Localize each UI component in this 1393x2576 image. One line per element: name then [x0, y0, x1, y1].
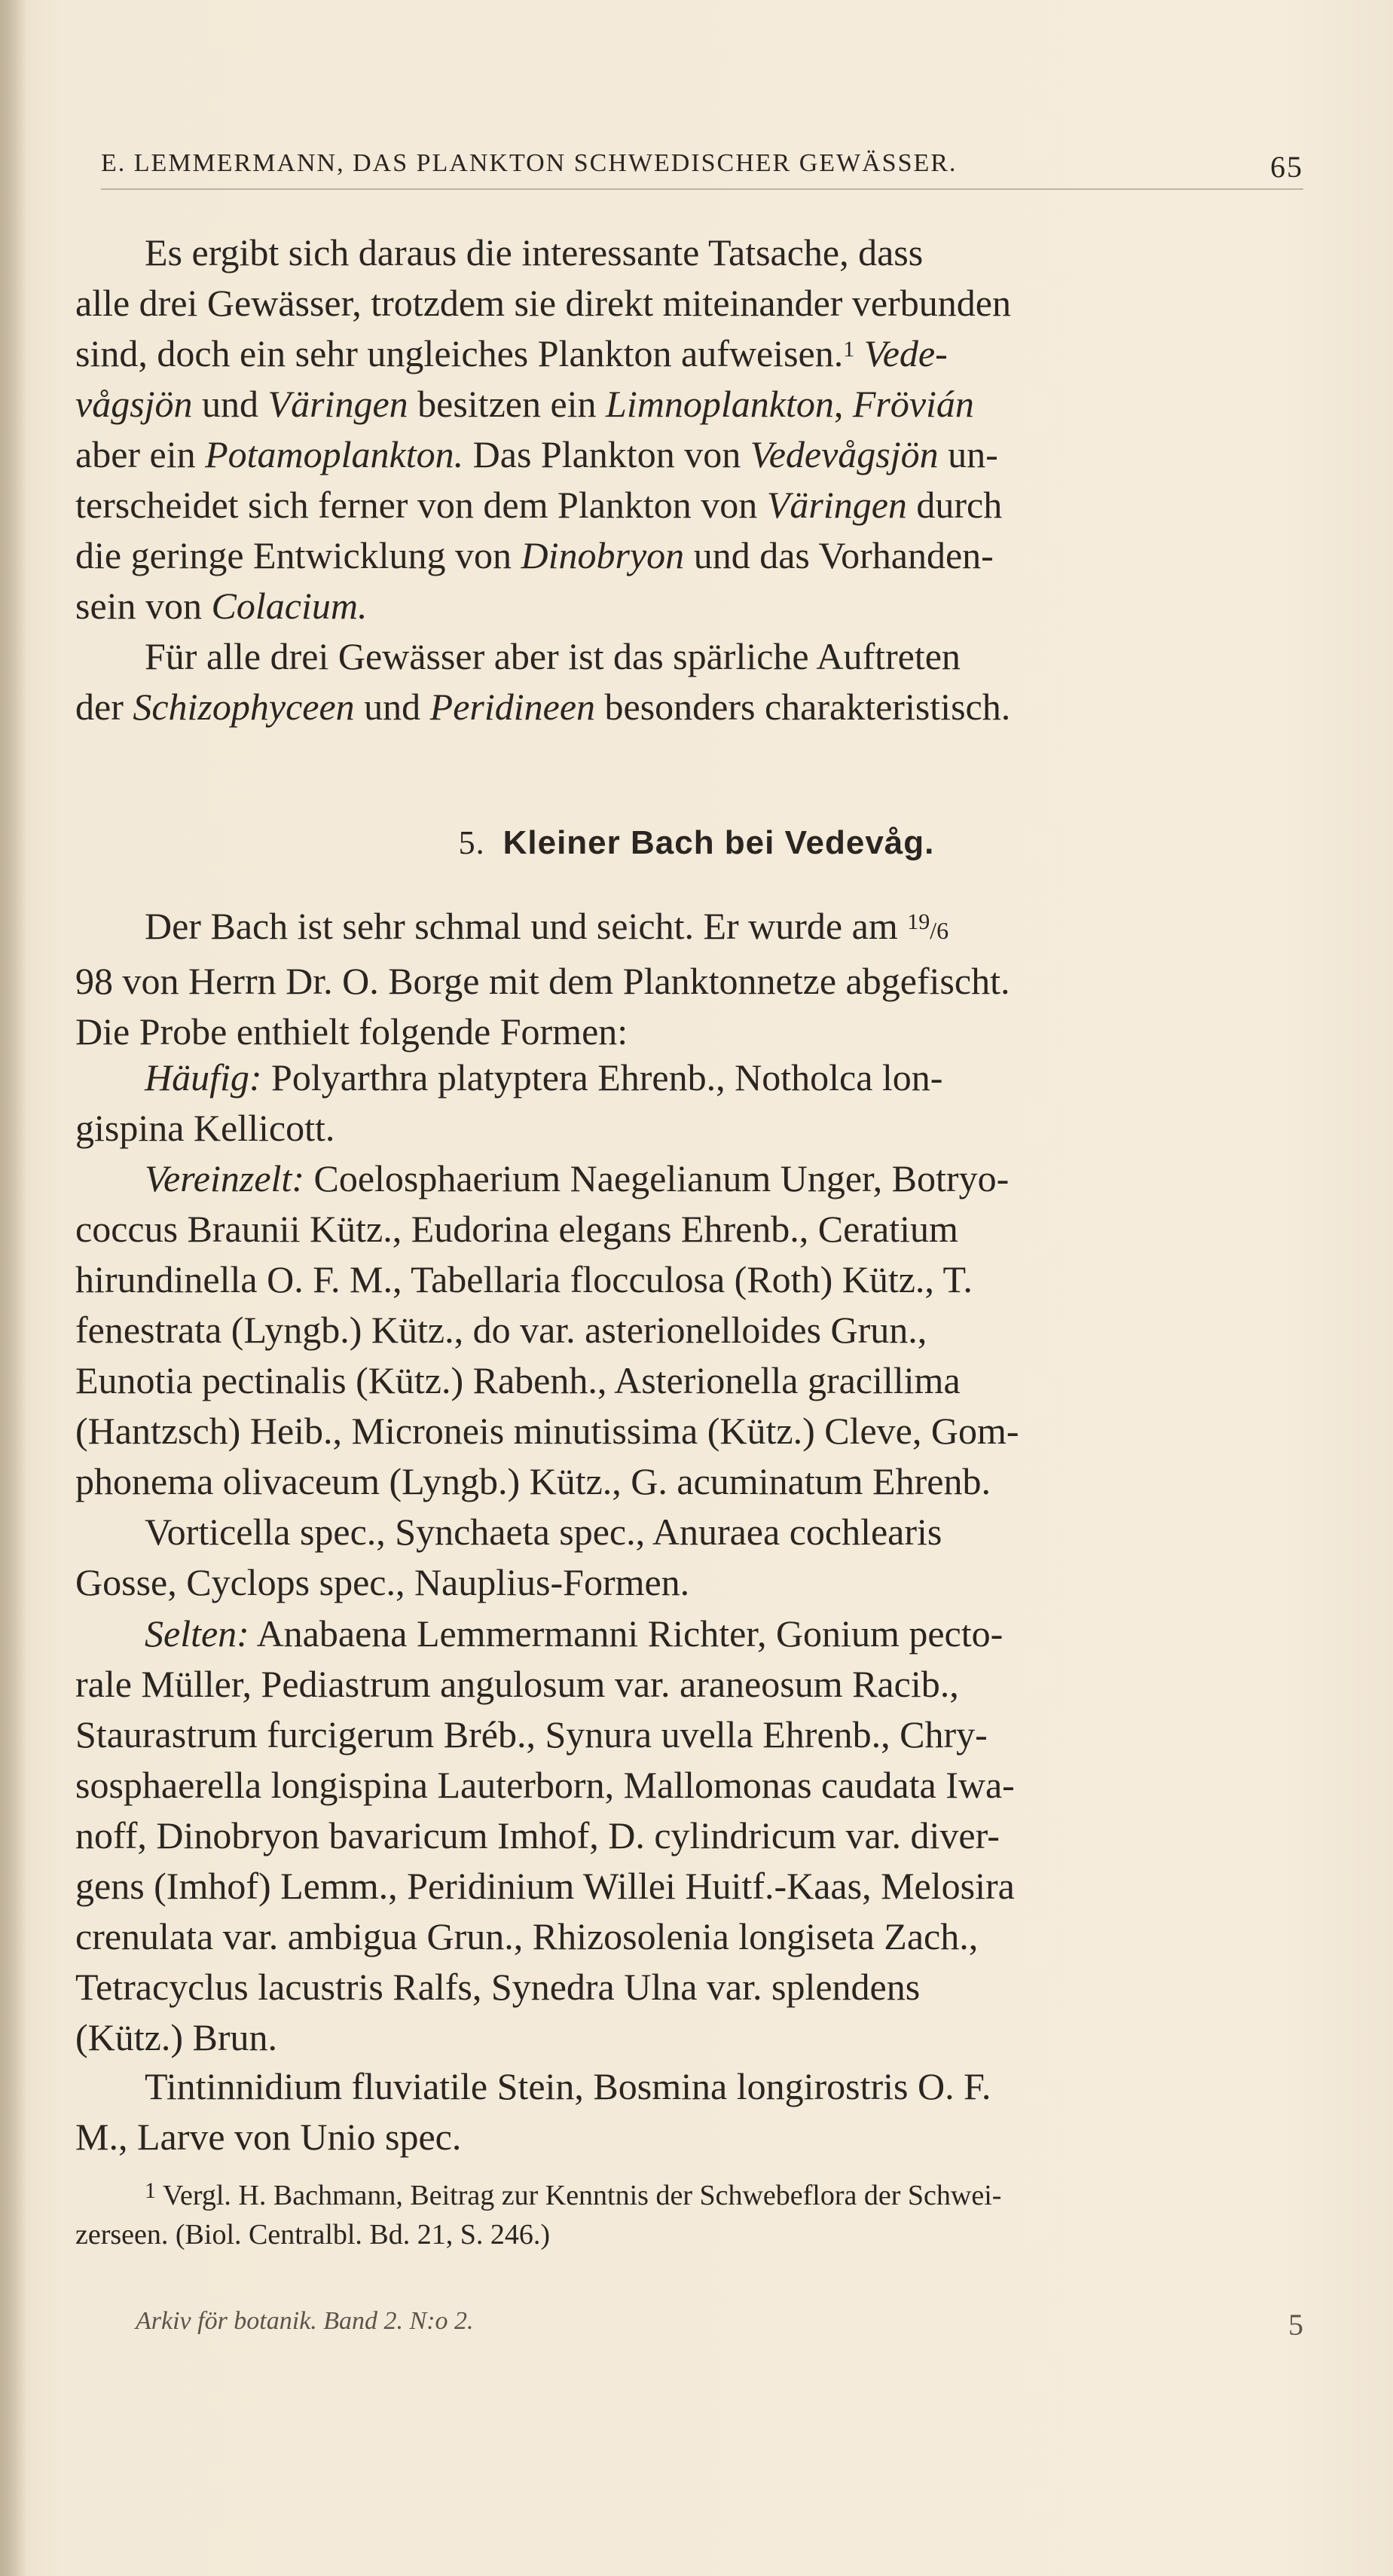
text-line	[75, 2012, 1292, 2063]
text-run: zerseen. (Biol. Centralbl. Bd. 21, S. 246.)	[75, 2219, 551, 2251]
footnote	[75, 2176, 1292, 2254]
section-heading	[0, 824, 1393, 862]
text-line	[75, 631, 1292, 682]
text-line	[75, 1007, 1292, 1057]
italic-name: Väringen	[766, 484, 907, 526]
text-run: 98 von Herrn Dr. O. Borge mit dem Planktonnetze abgefischt.	[75, 960, 1010, 1002]
text-run: (Hantzsch) Heib., Microneis minutissima (Kütz.) Cleve, Gom-	[75, 1410, 1019, 1452]
running-header	[101, 149, 1303, 194]
paragraph-2	[75, 631, 1292, 732]
text-run: alle drei Gewässer, trotzdem sie direkt miteinander verbunden	[75, 282, 1011, 324]
text-run: ,	[833, 383, 853, 425]
text-run: rale Müller, Pediastrum angulosum var. araneosum Racib.,	[75, 1663, 959, 1705]
text-run: besitzen ein	[408, 383, 606, 425]
text-run: sind, doch ein sehr ungleiches Plankton aufweisen.	[75, 332, 844, 374]
text-line	[75, 1406, 1292, 1456]
text-line	[75, 1710, 1292, 1760]
italic-name: Vede-	[863, 332, 948, 374]
text-line	[75, 480, 1292, 530]
text-line	[75, 1911, 1292, 1962]
text-line	[75, 1254, 1292, 1305]
text-run: (Kütz.) Brun.	[75, 2016, 277, 2058]
italic-name: Väringen	[267, 383, 408, 425]
text-run: gens (Imhof) Lemm., Peridinium Willei Huitf.-Kaas, Melosira	[75, 1865, 1015, 1907]
text-run: noff, Dinobryon bavaricum Imhof, D. cylindricum var. diver-	[75, 1814, 1000, 1856]
text-line	[75, 1557, 1292, 1608]
italic-name: Frövián	[852, 383, 974, 425]
list-selten	[75, 1609, 1292, 2063]
text-run: die geringe Entwicklung von	[75, 534, 521, 576]
text-line	[75, 1760, 1292, 1811]
header-rule	[101, 188, 1303, 190]
text-run: Gosse, Cyclops spec., Nauplius-Formen.	[75, 1561, 690, 1603]
text-run: besonders charakteristisch.	[595, 686, 1011, 728]
text-line	[75, 2112, 1292, 2162]
text-run: Polyarthra platyptera Ehrenb., Notholca lon-	[261, 1056, 943, 1099]
text-line	[75, 1456, 1292, 1507]
text-line	[75, 328, 1292, 379]
italic-name: Schizophyceen	[133, 686, 355, 728]
list-haeufig	[75, 1053, 1292, 1154]
category-label: Selten:	[145, 1612, 249, 1655]
text-run: coccus Braunii Kütz., Eudorina elegans Ehrenb., Ceratium	[75, 1208, 958, 1250]
text-run: terscheidet sich ferner von dem Plankton von	[75, 484, 767, 526]
text-line	[75, 1507, 1292, 1557]
text-run: der	[75, 686, 133, 728]
text-line	[75, 1305, 1292, 1355]
category-label: Vereinzelt:	[145, 1157, 304, 1199]
text-run: Der Bach ist sehr schmal und seicht. Er wurde am	[145, 905, 908, 947]
text-run: Vergl. H. Bachmann, Beitrag zur Kenntnis der Schwebeflora der Schwei-	[156, 2180, 1002, 2211]
text-run: Tetracyclus lacustris Ralfs, Synedra Ulna var. splendens	[75, 1966, 921, 2008]
text-run: und das Vorhanden-	[684, 534, 994, 576]
text-line	[75, 1103, 1292, 1154]
text-line	[75, 2061, 1292, 2112]
date-day: 19	[907, 909, 930, 934]
text-line	[75, 1811, 1292, 1861]
text-run: aber ein	[75, 433, 206, 475]
text-line	[75, 2176, 1292, 2215]
text-run: crenulata var. ambigua Grun., Rhizosolenia longiseta Zach.,	[75, 1915, 979, 1957]
text-line	[75, 1154, 1292, 1204]
text-line	[75, 581, 1292, 631]
text-run: M., Larve von Unio spec.	[75, 2116, 462, 2158]
text-line	[75, 278, 1292, 328]
text-run: durch	[906, 484, 1003, 526]
text-run: Vorticella spec., Synchaeta spec., Anuraea cochlearis	[145, 1511, 942, 1553]
text-run: Coelosphaerium Naegelianum Unger, Botryo-	[304, 1157, 1010, 1199]
text-line	[75, 1609, 1292, 1659]
printer-signature: Arkiv för botanik. Band 2. N:o 2.	[136, 2307, 474, 2335]
footnote-marker: 1	[145, 2178, 156, 2203]
text-line	[75, 1053, 1292, 1103]
text-line	[75, 1861, 1292, 1911]
list-vereinzelt	[75, 1154, 1292, 1608]
text-line	[75, 228, 1292, 278]
footer	[136, 2307, 1303, 2352]
paragraph-4	[75, 2061, 1292, 2162]
text-run: Anabaena Lemmermanni Richter, Gonium pecto-	[249, 1612, 1004, 1655]
text-line	[75, 1355, 1292, 1406]
paragraph-3	[75, 901, 1292, 1057]
text-run: Tintinnidium fluviatile Stein, Bosmina longirostris O. F.	[145, 2065, 991, 2107]
italic-name: Vedevågsjön	[750, 433, 939, 475]
italic-name: Potamoplankton.	[205, 433, 464, 475]
italic-name: Colacium.	[211, 585, 368, 627]
text-run: phonema olivaceum (Lyngb.) Kütz., G. acuminatum Ehrenb.	[75, 1460, 991, 1502]
date-month: /6	[930, 917, 949, 944]
italic-name: Limnoplankton	[606, 383, 834, 425]
text-run: sein von	[75, 585, 212, 627]
section-number: 5.	[458, 824, 485, 861]
text-run: Die Probe enthielt folgende Formen:	[75, 1010, 628, 1053]
text-line	[75, 2215, 1292, 2254]
sheet-number: 5	[1288, 2308, 1303, 2342]
text-run: un-	[938, 433, 998, 475]
text-run: fenestrata (Lyngb.) Kütz., do var. asterionelloides Grun.,	[75, 1309, 927, 1351]
text-line	[75, 682, 1292, 732]
text-run: sosphaerella longispina Lauterborn, Mallomonas caudata Iwa-	[75, 1764, 1015, 1806]
paragraph-1	[75, 228, 1292, 631]
section-title-text: Kleiner Bach bei Vedevåg.	[503, 824, 935, 861]
text-line	[75, 901, 1292, 956]
text-line	[75, 530, 1292, 581]
text-line	[75, 956, 1292, 1007]
page-gutter-shadow	[0, 0, 27, 2576]
italic-name: Dinobryon	[521, 534, 685, 576]
text-run: Das Plankton von	[463, 433, 750, 475]
text-run: Für alle drei Gewässer aber ist das spärliche Auftreten	[145, 635, 961, 677]
text-run: gispina Kellicott.	[75, 1107, 335, 1149]
text-run: Eunotia pectinalis (Kütz.) Rabenh., Asterionella gracillima	[75, 1359, 961, 1401]
text-run: und	[354, 686, 430, 728]
text-run: Es ergibt sich daraus die interessante Tatsache, dass	[145, 231, 924, 273]
text-line	[75, 1962, 1292, 2012]
category-label: Häufig:	[145, 1056, 262, 1099]
text-run: und	[192, 383, 268, 425]
italic-name: Peridineen	[429, 686, 596, 728]
italic-name: vågsjön	[75, 383, 193, 425]
text-run: Staurastrum furcigerum Bréb., Synura uvella Ehrenb., Chry-	[75, 1713, 988, 1756]
footnote-ref: 1	[843, 337, 855, 362]
text-line	[75, 429, 1292, 480]
text-run: hirundinella O. F. M., Tabellaria flocculosa (Roth) Kütz., T.	[75, 1258, 973, 1300]
text-line	[75, 1204, 1292, 1254]
running-head-title: E. LEMMERMANN, DAS PLANKTON SCHWEDISCHER GEWÄSSER.	[101, 149, 958, 177]
text-line	[75, 1659, 1292, 1710]
text-line	[75, 379, 1292, 429]
page-number: 65	[1270, 150, 1303, 184]
